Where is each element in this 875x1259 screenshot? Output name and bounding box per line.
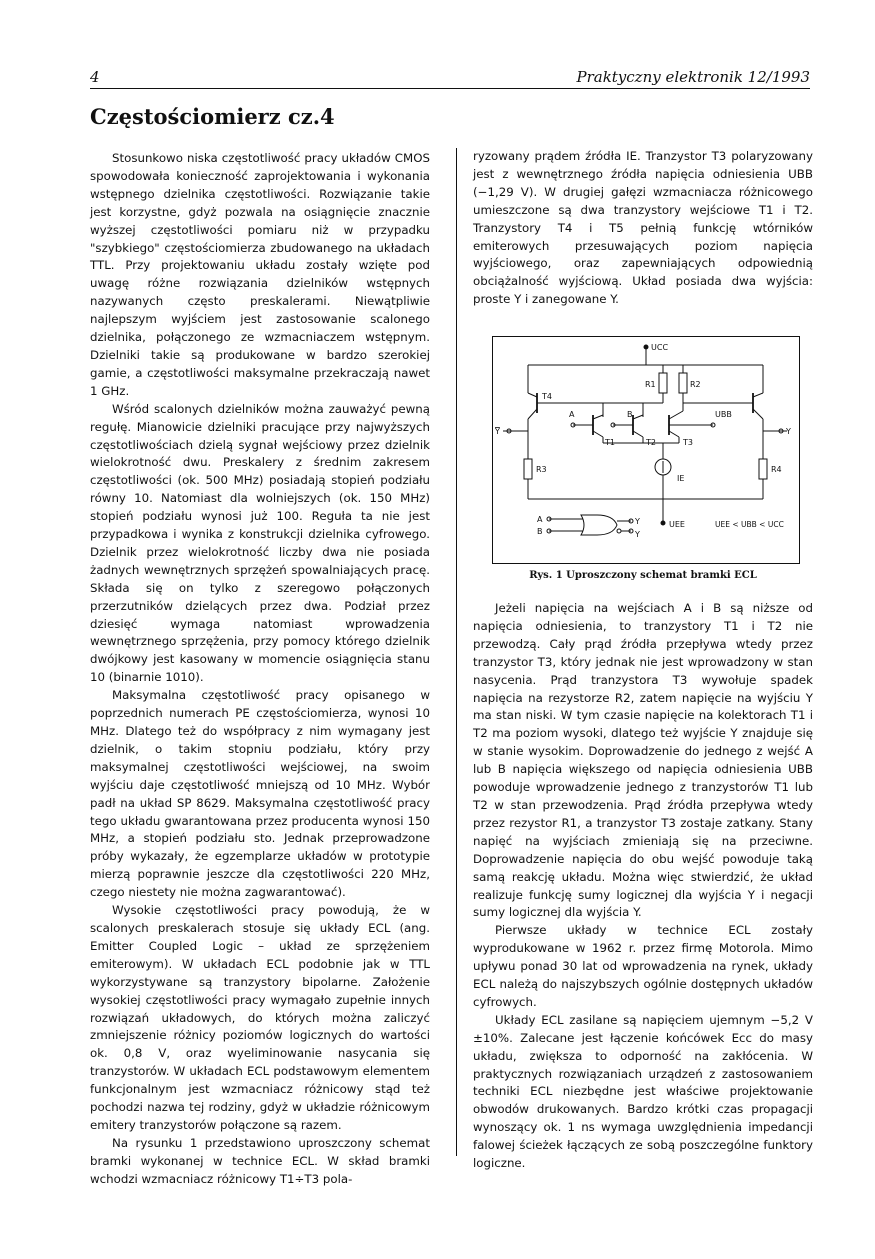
journal-title: Praktyczny elektronik 12/1993 — [576, 68, 810, 86]
ie-label: IE — [677, 474, 685, 483]
running-header — [90, 66, 810, 89]
t4-label: T4 — [542, 392, 552, 401]
gate-b-label: B — [537, 527, 543, 536]
ecl-gate-schematic — [492, 336, 800, 564]
r2-label: R2 — [690, 380, 701, 389]
gate-inversion-bubble — [617, 529, 621, 533]
y-output-label: Y — [786, 427, 791, 436]
ybar-output-label: Y — [495, 427, 500, 436]
gate-a-label: A — [537, 515, 543, 524]
r2-resistor — [679, 373, 687, 393]
uee-label: UEE — [669, 520, 685, 529]
r1-resistor — [659, 373, 667, 393]
uee-terminal — [661, 521, 665, 525]
column-divider — [456, 148, 457, 1156]
paragraph: Na rysunku 1 przedstawiono uproszczony schemat bramki wykonanej w technice ECL. W skład bramki wchodzi wzmacniacz różnicowy T1÷T3 pola- — [90, 1135, 430, 1186]
left-column — [90, 150, 430, 1189]
paragraph: Wysokie częstotliwości pracy powodują, że w scalonych preskalerach stosuje się układy ECL (ang. Emitter Coupled Logic – układ ze sprzężeniem emiterowym). W układach ECL podobnie jak w TTL wykorzystywane są tranzystory bipolarne. Założenie wysokiej częstotliwości pracy wymagało zupełnie innych rozwiązań układowych, do których można zaliczyć zmniejszenie różnicy poziomów logicznych do wartości ok. 0,8 V, oraz wyeliminowanie nasycania się tranzystorów. W układach ECL podstawowym elementem funkcjonalnym jest wzmacniacz różnicowy stąd też pochodzi nazwa tej rodziny, gdyż w układzie różnicowym emitery tranzystorów połączone są razem. — [90, 903, 430, 1132]
r4-resistor — [759, 459, 767, 479]
ucc-terminal — [644, 345, 648, 349]
t3-label: T3 — [683, 438, 693, 447]
paragraph: ryzowany prądem źródła IE. Tranzystor T3 polaryzowany jest z wewnętrznego źródła napięcia odniesienia UBB (−1,29 V). W drugiej gałęzi wzmacniacza różnicowego umieszczone są dwa tranzystory wejściowe T1 i T2. Tranzystory T4 i T5 pełnią funkcję wtórników emiterowych przesuwających poziom napięcia wyjściowego, oraz zapewniających odpowiednią obciążalność wyjściową. Układ posiada dwa wyjścia: proste Y i zanegowane Y. — [473, 149, 813, 307]
t2-label: T2 — [646, 438, 656, 447]
ucc-label: UCC — [651, 343, 669, 352]
right-column-bottom — [473, 600, 813, 1173]
paragraph: Jeżeli napięcia na wejściach A i B są niższe od napięcia odniesienia, to tranzystory T1 i T2 nie przewodzą. Cały prąd źródła przepływa wtedy przez tranzystor T3, który jednak nie jest wprowadzony w stan nasycenia. Prąd tranzystora T3 wywołuje spadek napięcia na rezystorze R2, zatem napięcie na wyjściu Y ma stan niski. W tym czasie napięcie na kolektorach T1 i T2 ma poziom wysoki, dlatego też wyjście Y znajduje się w stanie wysokim. Doprowadzenie do jednego z wejść A lub B napięcia większego od napięcia odniesienia UBB powoduje wprowadzenie jednego z tranzystorów T1 lub T2 w stan przewodzenia. Prąd źródła przepływa wtedy przez rezystor R1, a tranzystor T3 zostaje zatkany. Stany napięć na wyjściach zmieniają się na przeciwne. Doprowadzenie napięcia do obu wejść powoduje taką samą reakcję układu. Można więc stwierdzić, że układ realizuje funkcję sumy logicznej dla wyjścia Y i negacji sumy logicznej dla wyjścia Y. — [473, 601, 813, 920]
ubb-label: UBB — [715, 410, 732, 419]
paragraph: Układy ECL zasilane są napięciem ujemnym −5,2 V ±10%. Zalecane jest łączenie końcówek Ecc do masy układu, zwiększa to odporność na zakłócenia. W praktycznych rozwiązaniach urządzeń z zastosowaniem techniki ECL niezbędne jest właściwe projektowanie obwodów drukowanych. Bardzo krótki czas propagacji wynoszący ok. 1 ns wymaga uwzględnienia impedancji falowej ścieżek łączących ze sobą poszczególne funktory logiczne. — [473, 1012, 813, 1171]
paragraph: Wśród scalonych dzielników można zauważyć pewną regułę. Mianowicie dzielniki pracujące przy najwyższych częstotliwościach dzielą sygnał wejściowy przez dzielnik wielokrotność dwu. Preskalery z średnim zakresem częstotliwości (ok. 500 MHz) posiadają stopień podziału równy 10. Natomiast dla wolniejszych (ok. 150 MHz) stopień podziału wynosi już 100. Reguła ta nie jest przypadkowa i wynika z konstrukcji dzielnika cyfrowego. Dzielnik przez wielokrotność liczby dwa nie posiada żadnych wewnętrznych sprzężeń spowalniających pracę. Składa się on tylko z szeregowo połączonych przerzutników dzielących przez dwa. Podział przez dziesięć wymaga natomiast wprowadzenia wewnętrznego sprzężenia, przy pomocy którego dzielnik dwójkowy jest kasowany w momencie osiągnięcia stanu 10 (binarnie 1010). — [90, 401, 430, 685]
article-title: Częstościomierz cz.4 — [90, 104, 335, 129]
r3-label: R3 — [536, 465, 547, 474]
voltage-relation: UEE < UBB < UCC — [715, 520, 784, 529]
r4-label: R4 — [771, 465, 782, 474]
or-nor-gate-symbol — [581, 515, 617, 535]
gate-ybar-label: Y — [635, 530, 640, 539]
figure-caption: Rys. 1 Uproszczony schemat bramki ECL — [529, 570, 757, 581]
t1-label: T1 — [605, 438, 615, 447]
gate-y-label: Y — [635, 517, 640, 526]
b-input-label: B — [627, 410, 633, 419]
r3-resistor — [524, 459, 532, 479]
r1-label: R1 — [645, 380, 656, 389]
right-column-top — [473, 148, 813, 309]
paragraph: Maksymalna częstotliwość pracy opisanego w poprzednich numerach PE częstościomierza, wynosi 10 MHz. Dlatego też do współpracy z nim wymagany jest dzielnik, o takim stopniu podziału, który przy maksymalnej częstotliwości wejściowej, na swoim wyjściu daje częstotliwość mniejszą od 10 MHz. Wybór padł na układ SP 8629. Maksymalna częstotliwość pracy tego układu gwarantowana przez producenta wynosi 150 MHz, a stopień podziału sto. Jednak przeprowadzone próby wykazały, że egzemplarze układów w prototypie mierzą poprawnie jeszcze dla częstotliwości 220 MHz, czego niestety nie można zagwarantować). — [90, 688, 430, 900]
paragraph: Stosunkowo niska częstotliwość pracy układów CMOS spowodowała konieczność zaprojektowania i wykonania wstępnego dzielnika częstotliwości. Rozwiązanie takie jest korzystne, gdyż pozwala na osiągnięcie znacznie wyższej częstotliwości pomiaru niż w przypadku "szybkiego" częstościomierza zbudowanego na układach TTL. Przy projektowaniu układu zostały wzięte pod uwagę różne rozwiązania dzielników wstępnych nazywanych często preskalerami. Niewątpliwie najlepszym wyjściem jest zastosowanie scalonego dzielnika, połączonego ze wzmacniaczem wstępnym. Dzielniki takie są produkowane w bardzo szerokiej gamie, a częstotliwości maksymalne przekraczają nawet 1 GHz. — [90, 151, 430, 398]
page-number: 4 — [90, 68, 100, 86]
a-input-label: A — [569, 410, 575, 419]
paragraph: Pierwsze układy w technice ECL zostały wyprodukowane w 1962 r. przez firmę Motorola. Mimo upływu ponad 30 lat od wprowadzenia na rynek, układy ECL należą do najszybszych ogólnie dostępnych układów cyfrowych. — [473, 923, 813, 1009]
